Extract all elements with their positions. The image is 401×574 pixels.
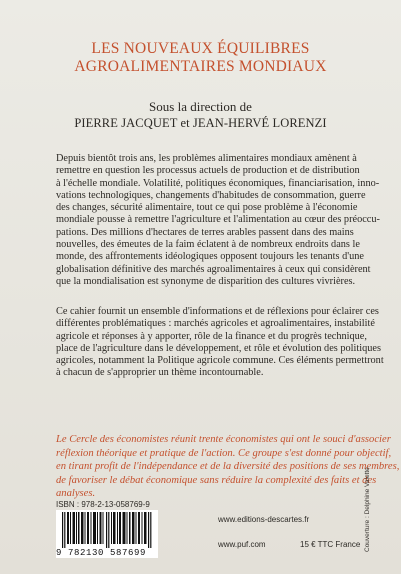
text-line: en tirant profit de l'indépendance et de la diversité des positions de ses membres, bbox=[56, 461, 400, 473]
text-line: à chacun de s'approprier un thème incontournable. bbox=[56, 367, 264, 379]
editors-names: PIERRE JACQUET et JEAN-HERVÉ LORENZI bbox=[74, 116, 327, 130]
book-title-line-1: LES NOUVEAUX ÉQUILIBRES bbox=[91, 40, 310, 57]
summary-paragraph-1 bbox=[56, 153, 380, 288]
text-line: globalisation définitive des marchés agroalimentaires à ceux qui considèrent bbox=[56, 263, 371, 275]
text-line: réflexion théorique et pratique de l'action. Ce groupe s'est donné pour objectif, bbox=[56, 447, 392, 459]
price-label: 15 € TTC France bbox=[300, 540, 361, 549]
barcode-number: 9 782130 587699 bbox=[56, 548, 147, 558]
cover-credit: Couverture : Delphine Valette bbox=[364, 467, 371, 552]
text-line: que la mondialisation est synonyme de disparition des cultures vivrières. bbox=[56, 275, 356, 287]
text-line: monde, des affrontements idéologiques opposent toujours les tenants d'une bbox=[56, 251, 364, 263]
text-line: Le Cercle des économistes réunit trente économistes qui ont le souci d'associer bbox=[56, 434, 391, 445]
text-line: mondiale pousse à remettre l'agriculture et l'alimentation au cœur des préoccu- bbox=[56, 214, 380, 226]
text-line: analyses. bbox=[56, 488, 96, 500]
text-line: agricoles, notamment la Politique agricole commune. Ces éléments permettront bbox=[56, 355, 384, 367]
text-line: pations. Des millions d'hectares de terres arables passent dans des mains bbox=[56, 226, 354, 238]
barcode bbox=[56, 510, 158, 558]
text-line: vations technologiques, changements d'habitudes de consommation, guerre bbox=[56, 189, 366, 201]
text-line: agricole et réponses à y apporter, rôle de la finance et du progrès technique, bbox=[56, 330, 367, 342]
direction-label: Sous la direction de bbox=[149, 99, 252, 114]
text-line: Ce cahier fournit un ensemble d'informations et de réflexions pour éclairer ces bbox=[56, 306, 379, 317]
publisher-website-puf[interactable]: www.puf.com bbox=[218, 540, 266, 549]
summary-paragraph-2 bbox=[56, 306, 384, 380]
text-line: à l'échelle mondiale. Volatilité, politiques économiques, financiarisation, inno- bbox=[56, 177, 380, 189]
text-line: nouvelles, des émeutes de la faim éclatent à de nombreux endroits dans le bbox=[56, 239, 360, 251]
text-line: différentes problématiques : marchés agricoles et agroalimentaires, instabilité bbox=[56, 318, 375, 330]
publisher-website-descartes[interactable]: www.editions-descartes.fr bbox=[218, 515, 310, 524]
text-line: Depuis bientôt trois ans, les problèmes alimentaires mondiaux amènent à bbox=[56, 153, 357, 164]
text-line: place de l'agriculture dans le développement, et rôle et évolution des politiques bbox=[56, 342, 381, 354]
text-line: remettre en question les processus actuels de production et de distribution bbox=[56, 165, 360, 177]
text-line: de favoriser le débat économique sans réduire la complexité des faits et des bbox=[56, 474, 377, 486]
text-line: des changes, sécurité alimentaire, tout ce qui pose problème à l'économie bbox=[56, 202, 358, 214]
isbn-label: ISBN : 978-2-13-058769-9 bbox=[56, 500, 150, 509]
barcode-bars bbox=[62, 512, 154, 548]
cercle-description bbox=[56, 433, 400, 501]
book-title-line-2: AGROALIMENTAIRES MONDIAUX bbox=[74, 58, 327, 75]
